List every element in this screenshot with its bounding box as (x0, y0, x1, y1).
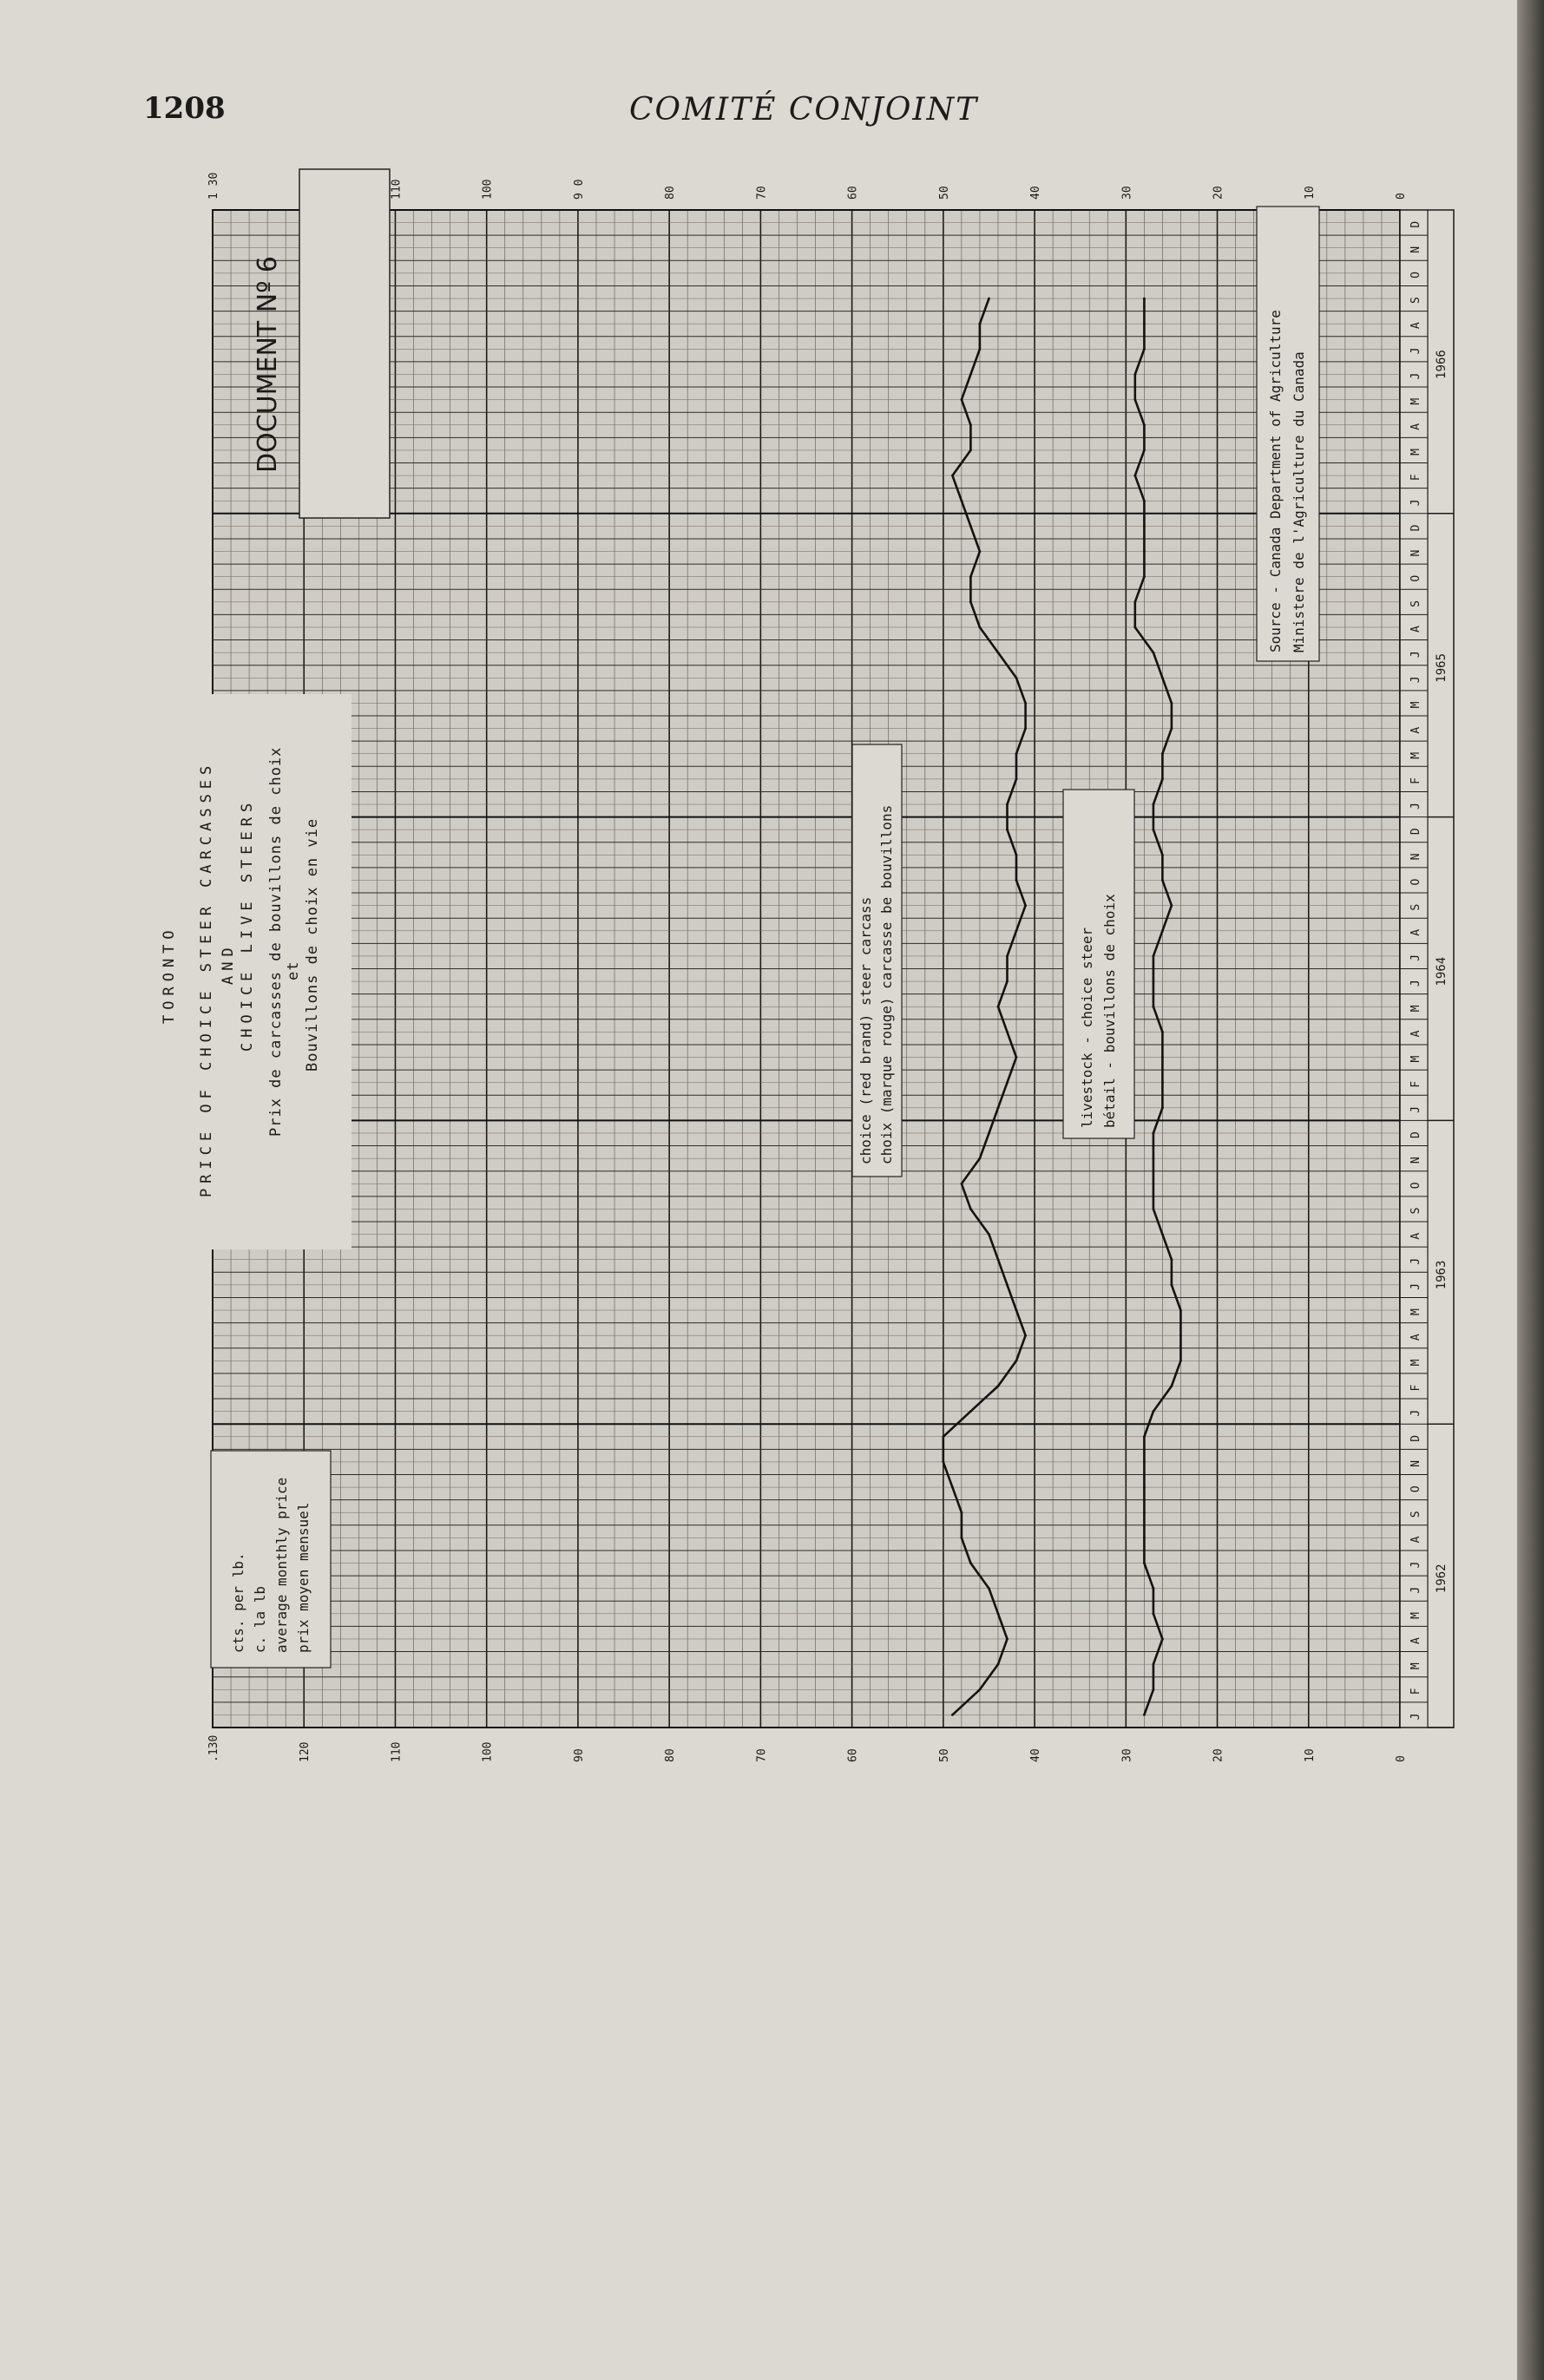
carcass-price-point (997, 1006, 1000, 1008)
carcass-price-point (979, 348, 982, 351)
live-steer-price-point (1133, 398, 1136, 401)
live-series-label-box (1063, 790, 1134, 1138)
year-tick-label: 1963 (1435, 1260, 1449, 1290)
live-steer-price-point (1153, 829, 1155, 831)
month-tick-label: J (1409, 1713, 1422, 1721)
y-tick-label-top: 80 (664, 186, 678, 200)
live-steer-price-point (1143, 423, 1146, 426)
month-tick-label: J (1409, 1257, 1422, 1265)
live-steer-price-point (1153, 803, 1155, 806)
carcass-price-point (969, 423, 972, 426)
carcass-price-point (969, 373, 972, 376)
carcass-price-point (979, 323, 982, 325)
live-steer-price-point (1161, 1106, 1164, 1109)
carcass-price-point (1006, 1031, 1009, 1033)
y-tick-label-bottom: 60 (846, 1748, 860, 1762)
month-tick-label: M (1409, 1359, 1422, 1367)
carcass-label-en: choice (red brand) steer carcass (857, 896, 874, 1164)
carcass-price-point (1015, 1056, 1018, 1059)
units-line-4: prix moyen mensuel (295, 1502, 312, 1653)
carcass-price-point (1015, 854, 1018, 856)
carcass-price-point (997, 1258, 1000, 1261)
title-french-2: Bouvillons de choix en vie (304, 817, 321, 1072)
month-axis (1400, 210, 1454, 1728)
month-tick-label: A (1409, 1536, 1422, 1544)
month-tick-label: J (1409, 1283, 1422, 1290)
y-tick-label-bottom: 100 (481, 1741, 495, 1762)
units-line-1: cts. per lb. (230, 1552, 246, 1653)
units-line-3: average monthly price (273, 1477, 290, 1653)
month-tick-label: F (1409, 1080, 1422, 1088)
month-tick-label: A (1409, 928, 1422, 936)
month-tick-label: J (1409, 980, 1422, 987)
live-steer-price-point (1153, 955, 1155, 958)
carcass-price-point (961, 1183, 963, 1185)
month-tick-label: M (1409, 1308, 1422, 1316)
carcass-price-point (997, 1385, 1000, 1387)
live-label-en: livestock - choice steer (1079, 927, 1095, 1128)
month-tick-label: A (1409, 726, 1422, 734)
month-tick-label: J (1409, 1409, 1422, 1417)
live-steer-price-point (1153, 980, 1155, 983)
carcass-price-point (1006, 1081, 1009, 1084)
y-tick-label-bottom: 70 (755, 1748, 769, 1762)
y-tick-label-bottom: 0 (1395, 1755, 1408, 1762)
y-tick-label-top: 70 (755, 186, 769, 200)
carcass-price-point (961, 1511, 963, 1514)
live-steer-price-point (1143, 348, 1146, 351)
month-tick-label: M (1409, 397, 1422, 405)
month-tick-label: N (1409, 1157, 1422, 1164)
live-steer-price-point (1153, 1410, 1155, 1413)
month-tick-label: A (1409, 423, 1422, 430)
month-tick-label: S (1409, 297, 1422, 305)
source-line-en: Source - Canada Department of Agriculture (1267, 310, 1284, 652)
y-tick-label-bottom: 10 (1303, 1748, 1317, 1762)
live-steer-price-point (1161, 854, 1164, 856)
year-tick-label: 1965 (1435, 652, 1449, 683)
live-steer-price-point (1153, 1612, 1155, 1615)
live-steer-price-point (1153, 1208, 1155, 1210)
month-tick-label: A (1409, 322, 1422, 330)
live-steer-price-point (1161, 778, 1164, 781)
carcass-price-point (951, 1714, 954, 1716)
month-tick-label: M (1409, 1005, 1422, 1013)
month-tick-label: M (1409, 449, 1422, 456)
month-tick-label: J (1409, 1586, 1422, 1594)
carcass-price-point (1024, 727, 1027, 730)
carcass-price-point (1015, 778, 1018, 781)
live-steer-price-point (1133, 373, 1136, 376)
y-tick-label-top: 60 (846, 186, 860, 200)
month-tick-label: J (1409, 651, 1422, 659)
y-tick-label-bottom: 40 (1029, 1748, 1043, 1762)
y-tick-label-bottom: 20 (1212, 1748, 1225, 1762)
month-tick-label: S (1409, 1207, 1422, 1215)
carcass-price-point (1015, 929, 1018, 932)
carcass-price-point (1006, 829, 1009, 831)
year-tick-label: 1966 (1435, 350, 1449, 379)
live-steer-price-point (1161, 929, 1164, 932)
month-tick-label: F (1409, 474, 1422, 482)
live-steer-price-point (1179, 1360, 1182, 1362)
month-tick-label: D (1409, 524, 1422, 532)
month-tick-label: F (1409, 777, 1422, 784)
carcass-price-point (979, 550, 982, 553)
carcass-price-point (961, 398, 963, 401)
live-steer-price-point (1143, 1714, 1146, 1716)
y-tick-label-bottom: 110 (390, 1741, 404, 1762)
carcass-price-point (969, 449, 972, 452)
live-steer-price-point (1143, 1537, 1146, 1539)
carcass-price-point (1006, 955, 1009, 958)
carcass-price-point (961, 1537, 963, 1539)
carcass-price-point (979, 626, 982, 629)
carcass-price-point (1006, 1284, 1009, 1287)
live-steer-price-point (1171, 1284, 1173, 1287)
month-tick-label: M (1409, 701, 1422, 709)
month-tick-label: A (1409, 1030, 1422, 1038)
live-steer-price-point (1143, 323, 1146, 325)
y-tick-label-bottom: 30 (1120, 1748, 1134, 1762)
month-tick-label: M (1409, 751, 1422, 759)
y-tick-label-top: 30 (1120, 186, 1134, 200)
carcass-price-point (997, 652, 1000, 654)
live-steer-price-point (1161, 752, 1164, 755)
live-steer-price-point (1161, 1081, 1164, 1084)
carcass-price-point (988, 298, 990, 300)
month-tick-label: O (1409, 272, 1422, 279)
carcass-price-point (969, 525, 972, 528)
carcass-price-point (1006, 980, 1009, 983)
y-tick-label-bottom: .130 (207, 1734, 220, 1762)
month-tick-label: D (1409, 1131, 1422, 1138)
month-tick-label: J (1409, 1561, 1422, 1569)
live-steer-price-point (1179, 1309, 1182, 1312)
page-number: 1208 (143, 91, 226, 126)
month-tick-label: M (1409, 1662, 1422, 1670)
units-box (211, 1451, 331, 1668)
live-steer-price-point (1133, 600, 1136, 603)
live-steer-price-point (1143, 1511, 1146, 1514)
month-tick-label: O (1409, 878, 1422, 886)
live-steer-price-point (1143, 500, 1146, 502)
month-tick-label: N (1409, 853, 1422, 861)
document-label-box (299, 169, 390, 518)
live-steer-price-point (1153, 1688, 1155, 1691)
carcass-price-point (988, 1132, 990, 1135)
carcass-price-point (1006, 803, 1009, 806)
month-tick-label: O (1409, 1182, 1422, 1190)
y-tick-label-bottom: 90 (572, 1748, 586, 1762)
live-steer-price-point (1153, 1006, 1155, 1008)
carcass-label-fr: choix (marque rouge) carcasse be bouvillons (878, 804, 895, 1164)
live-steer-price-point (1143, 449, 1146, 452)
live-steer-price-point (1153, 1663, 1155, 1666)
live-steer-price-point (1171, 1258, 1173, 1261)
y-tick-label-bottom: 50 (937, 1748, 951, 1762)
month-tick-label: A (1409, 626, 1422, 633)
y-tick-label-top: 50 (937, 186, 951, 200)
live-steer-price-point (1133, 475, 1136, 477)
live-steer-price-point (1161, 1056, 1164, 1059)
month-tick-label: D (1409, 828, 1422, 836)
live-steer-price-point (1161, 879, 1164, 882)
month-tick-label: J (1409, 803, 1422, 810)
carcass-price-point (969, 575, 972, 578)
live-steer-price-point (1161, 677, 1164, 679)
carcass-price-point (1024, 702, 1027, 705)
title-french-and: et (285, 961, 302, 980)
y-tick-label-bottom: 120 (299, 1741, 312, 1762)
carcass-price-point (997, 1106, 1000, 1109)
live-steer-price-point (1143, 525, 1146, 528)
title-english-2: CHOICE LIVE STEERS (239, 797, 256, 1052)
live-steer-price-point (1171, 702, 1173, 705)
live-steer-price-point (1171, 727, 1173, 730)
carcass-price-point (969, 1208, 972, 1210)
title-english-1: PRICE OF CHOICE STEER CARCASSES (198, 760, 215, 1197)
live-steer-price-point (1153, 1183, 1155, 1185)
title-city: TORONTO (161, 925, 178, 1024)
month-tick-label: S (1409, 1511, 1422, 1518)
carcass-price-point (951, 475, 954, 477)
running-head: COMITÉ CONJOINT (629, 92, 979, 128)
y-tick-label-top: 110 (390, 179, 404, 200)
carcass-price-point (969, 1410, 972, 1413)
month-tick-label: J (1409, 1105, 1422, 1113)
live-label-fr: bétail - bouvillons de choix (1101, 894, 1118, 1128)
month-tick-label: F (1409, 1688, 1422, 1695)
month-tick-label: M (1409, 1055, 1422, 1063)
carcass-price-point (1015, 879, 1018, 882)
carcass-price-point (997, 1612, 1000, 1615)
carcass-price-point (942, 1435, 944, 1438)
live-steer-price-point (1143, 575, 1146, 578)
year-tick-label: 1964 (1435, 956, 1449, 987)
month-tick-label: J (1409, 347, 1422, 355)
y-tick-label-top: 40 (1029, 186, 1043, 200)
month-tick-label: N (1409, 1460, 1422, 1467)
carcass-price-point (942, 1461, 944, 1464)
month-tick-label: D (1409, 220, 1422, 228)
y-tick-label-top: 100 (481, 179, 495, 200)
document-label: DOCUMENT Nº 6 (253, 256, 283, 473)
y-tick-label-top: 20 (1212, 186, 1225, 200)
month-tick-label: N (1409, 549, 1422, 557)
carcass-price-point (988, 1233, 990, 1236)
carcass-price-point (1024, 904, 1027, 907)
carcass-price-point (969, 600, 972, 603)
live-steer-price-point (1133, 626, 1136, 629)
y-tick-label-top: 9 0 (572, 179, 586, 200)
carcass-price-point (961, 500, 963, 502)
month-tick-label: O (1409, 574, 1422, 582)
y-tick-label-bottom: 80 (664, 1748, 678, 1762)
month-tick-label: M (1409, 1611, 1422, 1619)
month-tick-label: N (1409, 246, 1422, 253)
carcass-price-point (1024, 1334, 1027, 1337)
month-tick-label: O (1409, 1485, 1422, 1493)
live-steer-price-point (1143, 550, 1146, 553)
y-tick-label-top: 1 30 (207, 172, 220, 200)
month-tick-label: A (1409, 1334, 1422, 1341)
y-tick-label-top: 0 (1395, 193, 1408, 200)
live-steer-price-point (1143, 1435, 1146, 1438)
live-steer-price-point (1153, 1157, 1155, 1160)
month-tick-label: S (1409, 600, 1422, 607)
carcass-price-point (1015, 677, 1018, 679)
live-steer-price-point (1143, 298, 1146, 300)
title-and: AND (220, 942, 237, 985)
carcass-price-point (1006, 1638, 1009, 1641)
month-tick-label: A (1409, 1232, 1422, 1240)
carcass-price-point (979, 1157, 982, 1160)
carcass-price-point (988, 1587, 990, 1590)
live-steer-price-point (1143, 1461, 1146, 1464)
live-steer-price-point (1179, 1334, 1182, 1337)
month-tick-label: D (1409, 1434, 1422, 1442)
carcass-price-point (951, 1486, 954, 1489)
carcass-price-point (969, 1562, 972, 1564)
month-tick-label: J (1409, 676, 1422, 684)
month-tick-label: A (1409, 1637, 1422, 1644)
live-steer-price-point (1161, 1638, 1164, 1641)
live-steer-price-point (1153, 1587, 1155, 1590)
live-steer-price-point (1171, 1385, 1173, 1387)
carcass-price-point (1015, 752, 1018, 755)
month-tick-label: J (1409, 954, 1422, 961)
carcass-price-point (1015, 1360, 1018, 1362)
live-steer-price-point (1143, 1486, 1146, 1489)
y-tick-label-top: 10 (1303, 186, 1317, 200)
month-tick-label: J (1409, 499, 1422, 507)
title-french-1: Prix de carcasses de bouvillons de choix (267, 746, 285, 1137)
source-line-fr: Ministere de l'Agriculture du Canada (1291, 351, 1307, 652)
month-tick-label: J (1409, 372, 1422, 380)
live-steer-price-point (1153, 652, 1155, 654)
carcass-price-point (1015, 1309, 1018, 1312)
live-steer-price-point (1143, 1562, 1146, 1564)
live-steer-price-point (1161, 1233, 1164, 1236)
source-box (1257, 207, 1319, 661)
carcass-price-point (997, 1663, 1000, 1666)
year-tick-label: 1962 (1435, 1564, 1449, 1594)
chart-grid (213, 210, 1400, 1728)
carcass-price-point (979, 1688, 982, 1691)
live-steer-price-point (1153, 1132, 1155, 1135)
live-steer-price-point (1171, 904, 1173, 907)
units-line-2: c. la lb (252, 1585, 268, 1653)
live-steer-price-point (1161, 1031, 1164, 1033)
month-tick-label: S (1409, 903, 1422, 911)
month-tick-label: F (1409, 1384, 1422, 1392)
